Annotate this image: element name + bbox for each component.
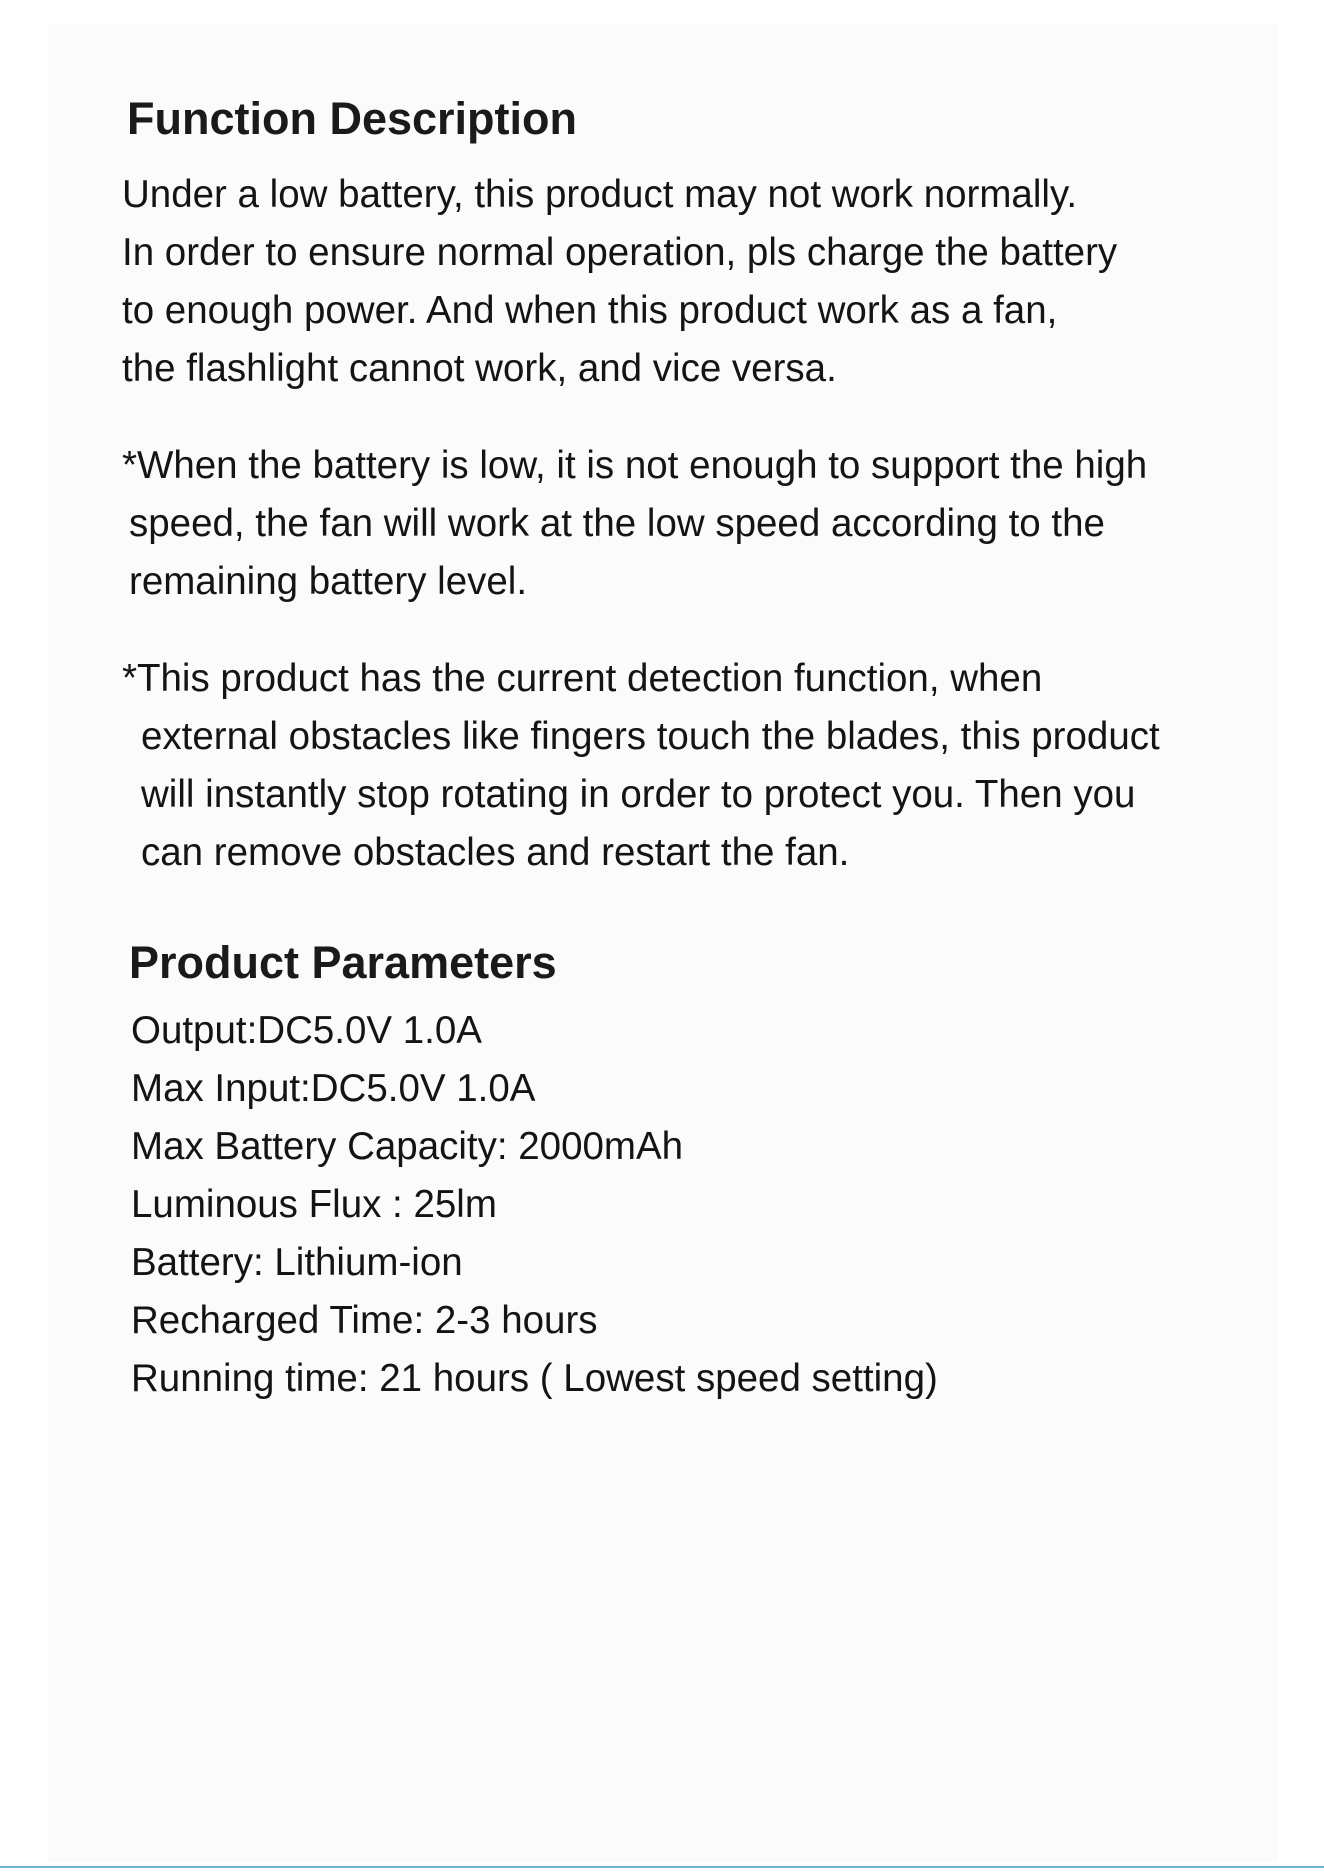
parameter-max-input: Max Input:DC5.0V 1.0A — [131, 1067, 536, 1110]
note-line: external obstacles like fingers touch the blades, this product — [141, 715, 1160, 758]
parameters-list — [131, 1002, 938, 1408]
note-line: speed, the fan will work at the low speed according to the — [129, 502, 1105, 545]
intro-line: Under a low battery, this product may not work normally. — [122, 173, 1078, 216]
note-line: will instantly stop rotating in order to protect you. Then you — [141, 773, 1136, 816]
intro-paragraph — [122, 166, 1117, 398]
bottom-divider — [0, 1866, 1324, 1868]
function-description-heading: Function Description — [127, 93, 577, 144]
parameter-running-time: Running time: 21 hours ( Lowest speed setting) — [131, 1357, 938, 1400]
parameter-recharge-time: Recharged Time: 2-3 hours — [131, 1299, 598, 1342]
parameter-luminous-flux: Luminous Flux : 25lm — [131, 1183, 497, 1226]
intro-line: to enough power. And when this product work as a fan, — [122, 289, 1058, 332]
low-battery-note — [122, 437, 1147, 611]
parameter-battery-capacity: Max Battery Capacity: 2000mAh — [131, 1125, 684, 1168]
note-line: can remove obstacles and restart the fan. — [141, 831, 850, 874]
note-line: *When the battery is low, it is not enough to support the high — [122, 444, 1148, 487]
intro-line: the flashlight cannot work, and vice versa. — [122, 347, 837, 390]
parameter-output: Output:DC5.0V 1.0A — [131, 1009, 482, 1052]
parameter-battery-type: Battery: Lithium-ion — [131, 1241, 463, 1284]
note-line: remaining battery level. — [129, 560, 528, 603]
intro-line: In order to ensure normal operation, pls charge the battery — [122, 231, 1118, 274]
current-detection-note — [122, 650, 1160, 882]
product-parameters-heading: Product Parameters — [129, 937, 557, 988]
note-line: *This product has the current detection function, when — [122, 657, 1043, 700]
